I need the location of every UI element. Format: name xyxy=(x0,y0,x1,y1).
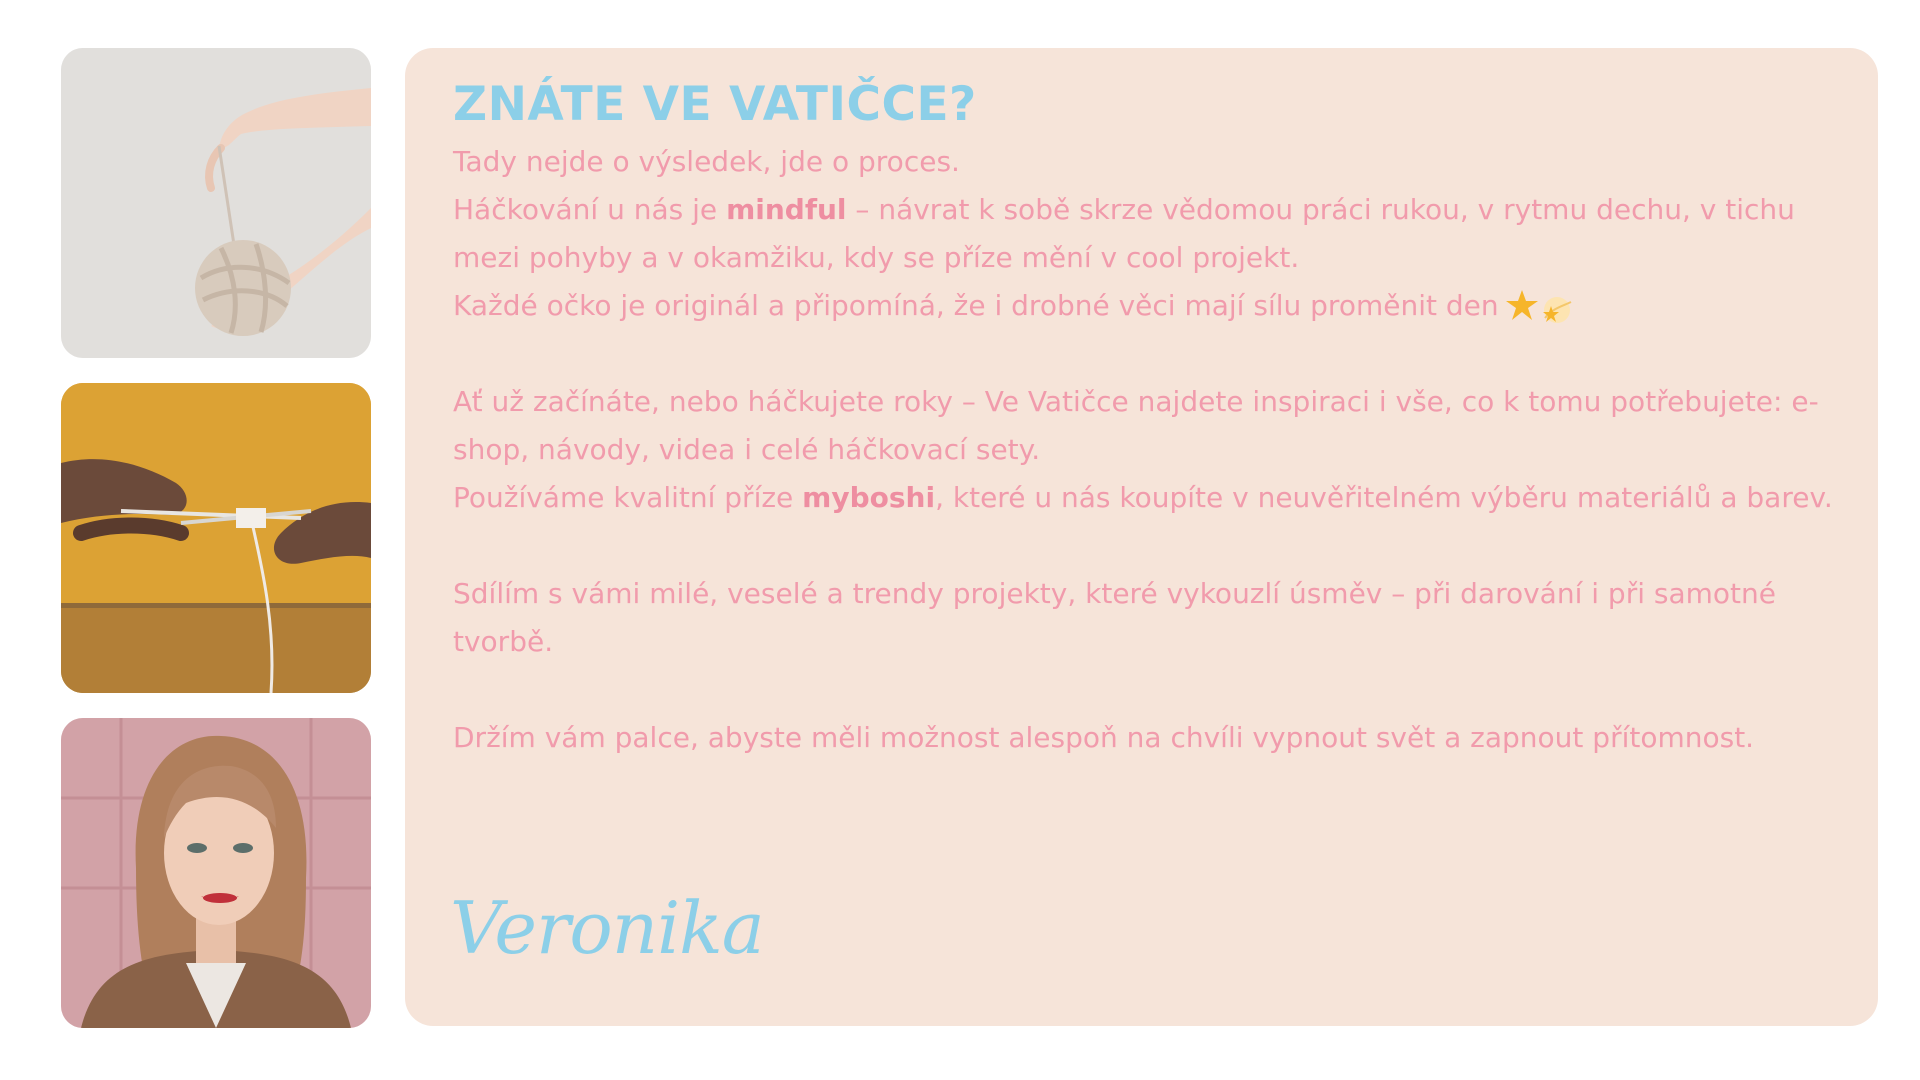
shop-line-1: Ať už začínáte, nebo háčkujete roky – Ve Vatičce najdete inspiraci i vše, co k tomu potřebujete: e-shop, návody, videa i celé háčkovací sety. xyxy=(453,385,1819,467)
myboshi-emphasis: myboshi xyxy=(802,481,936,515)
intro-line-3 xyxy=(453,282,1843,330)
knitting-needles-photo xyxy=(61,383,371,693)
yarn-ball-photo xyxy=(61,48,371,358)
intro-line-2-end: – návrat k sobě skrze vědomou práci rukou, v rytmu dechu, v tichu mezi pohyby a v okamžiku, kdy se příze mění v cool projekt. xyxy=(453,193,1795,275)
star-sparkle-icon xyxy=(1505,288,1573,326)
intro-line-2-start: Háčkování u nás je xyxy=(453,193,727,227)
shop-line-2-end: , které u nás koupíte v neuvěřitelném výběru materiálů a barev. xyxy=(935,481,1833,515)
intro-line-1: Tady nejde o výsledek, jde o proces. xyxy=(453,145,960,179)
intro-line-3-text: Každé očko je originál a připomíná, že i drobné věci mají sílu proměnit den xyxy=(453,289,1499,323)
paragraph-intro xyxy=(453,138,1843,330)
paragraph-shop xyxy=(453,378,1843,522)
mindful-emphasis: mindful xyxy=(726,193,847,227)
intro-card xyxy=(405,48,1878,1026)
intro-content xyxy=(453,78,1843,810)
paragraph-projects: Sdílím s vámi milé, veselé a trendy projekty, které vykouzlí úsměv – při darování i při samotné tvorbě. xyxy=(453,577,1776,659)
paragraph-wishes: Držím vám palce, abyste měli možnost alespoň na chvíli vypnout svět a zapnout přítomnost. xyxy=(453,721,1755,755)
page-title: ZNÁTE VE VATIČCE? xyxy=(453,77,977,132)
shop-line-2-start: Používáme kvalitní příze xyxy=(453,481,803,515)
portrait-photo xyxy=(61,718,371,1028)
signature: Veronika xyxy=(450,886,764,970)
shop-line-2 xyxy=(453,474,1843,522)
intro-line-2 xyxy=(453,186,1843,282)
